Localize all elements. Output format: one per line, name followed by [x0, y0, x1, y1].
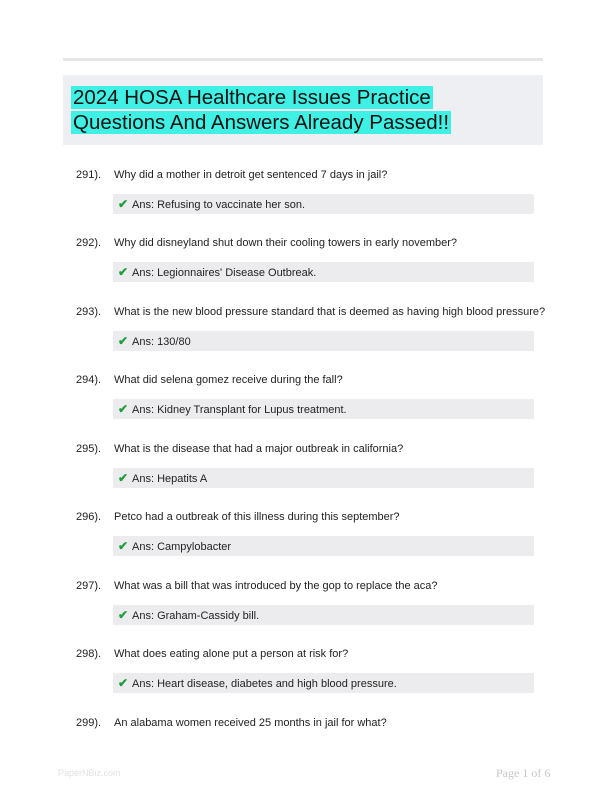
question-number: 294).: [76, 374, 102, 386]
question-text: What was a bill that was introduced by the gop to replace the aca?: [114, 580, 438, 592]
question-text: What is the disease that had a major outbreak in california?: [114, 443, 404, 455]
title-line-2: Questions And Answers Already Passed!!: [73, 111, 450, 134]
question-text: Why did a mother in detroit get sentenced 7 days in jail?: [114, 169, 388, 181]
question-number: 299).: [76, 717, 102, 729]
answer-box: [113, 399, 534, 419]
question-number: 291).: [76, 169, 102, 181]
top-divider: [63, 58, 543, 61]
answer-text: Ans: Refusing to vaccinate her son.: [132, 199, 306, 211]
answer-text: Ans: Heart disease, diabetes and high blood pressure.: [132, 678, 397, 690]
answer-box: [113, 468, 534, 488]
answer-text: Ans: 130/80: [132, 336, 191, 348]
question-text: An alabama women received 25 months in jail for what?: [114, 717, 387, 729]
checkmark-icon: ✔: [118, 471, 129, 485]
checkmark-icon: ✔: [118, 676, 129, 690]
question-number: 297).: [76, 580, 102, 592]
question-number: 296).: [76, 511, 102, 523]
checkmark-icon: ✔: [118, 539, 129, 553]
question-text: Why did disneyland shut down their cooling towers in early november?: [114, 237, 458, 249]
page-number: Page 1 of 6: [496, 766, 551, 780]
question-text: What does eating alone put a person at risk for?: [114, 648, 349, 660]
checkmark-icon: ✔: [118, 197, 129, 211]
answer-text: Ans: Campylobacter: [132, 541, 232, 553]
question-number: 293).: [76, 306, 102, 318]
answer-text: Ans: Legionnaires' Disease Outbreak.: [132, 267, 317, 279]
footer-watermark: PaperNBiz.com: [58, 768, 121, 778]
question-number: 295).: [76, 443, 102, 455]
question-number: 292).: [76, 237, 102, 249]
answer-box: [113, 605, 534, 625]
question-text: What did selena gomez receive during the fall?: [114, 374, 343, 386]
answer-text: Ans: Kidney Transplant for Lupus treatment.: [132, 404, 347, 416]
checkmark-icon: ✔: [118, 265, 129, 279]
question-number: 298).: [76, 648, 102, 660]
answer-box: [113, 194, 534, 214]
checkmark-icon: ✔: [118, 334, 129, 348]
answer-box: [113, 331, 534, 351]
answer-text: Ans: Hepatits A: [132, 473, 208, 485]
question-text: Petco had a outbreak of this illness during this september?: [114, 511, 400, 523]
page-title: [71, 85, 451, 135]
answer-box: [113, 536, 534, 556]
answer-text: Ans: Graham-Cassidy bill.: [132, 610, 260, 622]
answer-box: [113, 673, 534, 693]
checkmark-icon: ✔: [118, 402, 129, 416]
answer-box: [113, 262, 534, 282]
title-banner: [63, 75, 543, 145]
title-line-1: 2024 HOSA Healthcare Issues Practice: [73, 86, 431, 109]
checkmark-icon: ✔: [118, 608, 129, 622]
question-text: What is the new blood pressure standard that is deemed as having high blood pressure?: [114, 306, 546, 318]
